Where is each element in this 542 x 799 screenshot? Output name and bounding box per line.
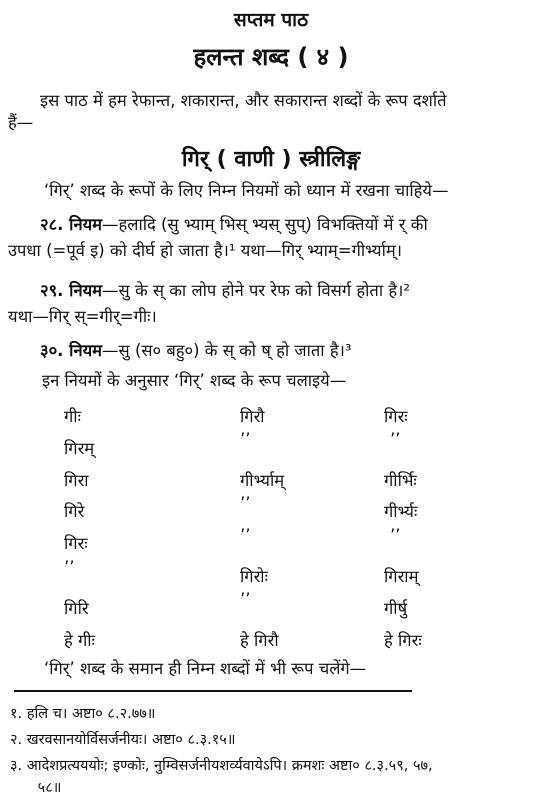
table-cell: ’’ <box>390 430 401 449</box>
table-cell: गिरोः <box>240 567 268 586</box>
table-cell: गिरम् <box>64 439 95 458</box>
rule-28-line-2: उपधा (=पूर्व इ) को दीर्घ हो जाता है।¹ यथा—गिर् भ्याम्=गीर्भ्याम्। <box>8 241 402 260</box>
table-cell: गिरौ <box>240 407 265 426</box>
footnote-continuation: ५८॥ <box>10 780 62 796</box>
table-cell: गिरे <box>64 502 85 521</box>
footnote-divider <box>14 690 412 692</box>
table-cell: ’’ <box>390 526 401 545</box>
rule-label: ३०. नियम <box>40 341 103 360</box>
closing-line: ‘गिर्’ शब्द के समान ही निम्न शब्दों में भी रूप चलेंगे— <box>44 659 367 678</box>
rule-text: —सु के स् का लोप होने पर रेफ को विसर्ग होता है।² <box>102 281 410 300</box>
rule-29-line-1 <box>40 280 410 302</box>
table-cell: गीर्भ्याम् <box>240 471 285 490</box>
table-cell: ’’ <box>64 558 75 577</box>
footnote: ३. आदेशप्रत्यययोः; इण्कोः, नुम्विसर्जनीयशर्व्यवायेऽपि। क्रमशः अष्टा० ८.३.५९, ५७, <box>10 758 433 774</box>
subheading: गिर् ( वाणी ) स्त्रीलिङ्ग <box>181 147 361 172</box>
footnote: १. हलि च। अष्टा० ८.२.७७॥ <box>10 706 156 722</box>
table-cell: गीः <box>64 407 81 426</box>
table-intro: इन नियमों के अनुसार ‘गिर्’ शब्द के रूप चलाइये— <box>42 371 347 390</box>
intro-line-1: इस पाठ में हम रेफान्त, शकारान्त, और सकारान्त शब्दों के रूप दर्शाते <box>40 91 447 110</box>
rule-29-line-2: यथा—गिर् स्=गीर्=गीः। <box>8 307 157 326</box>
table-cell: गिरः <box>64 534 88 553</box>
table-cell: ’’ <box>240 430 251 449</box>
lesson-heading: सप्तम पाठ <box>233 9 309 31</box>
table-cell: हे गिरौ <box>240 631 279 650</box>
rule-text: —सु (स० बहु०) के स् को ष् हो जाता है।³ <box>102 341 352 360</box>
table-cell: गीर्भिः <box>384 471 417 490</box>
table-cell: हे गिरः <box>384 631 422 650</box>
table-cell: गिराम् <box>384 567 419 586</box>
table-cell: ’’ <box>240 494 251 513</box>
chapter-title: हलन्त शब्द ( ४ ) <box>193 43 349 71</box>
table-cell: हे गीः <box>64 631 95 650</box>
rules-intro: ‘गिर्’ शब्द के रूपों के लिए निम्न नियमों को ध्यान में रखना चाहिये— <box>44 181 449 200</box>
table-cell: गिरि <box>64 599 89 618</box>
rule-label: २८. नियम <box>40 215 103 234</box>
table-cell: गीर्भ्यः <box>384 502 418 521</box>
rule-30-line-1 <box>40 340 351 362</box>
rule-text: —हलादि (सु भ्याम् भिस् भ्यस् सुप्) विभक्तियों में र् की <box>102 215 428 234</box>
table-cell: ’’ <box>240 526 251 545</box>
footnote: २. खरवसानयोर्विसर्जनीयः। अष्टा० ८.३.१५॥ <box>10 732 236 748</box>
rule-label: २९. नियम <box>40 281 103 300</box>
table-cell: गिरा <box>64 471 89 490</box>
table-cell: गीर्षु <box>384 599 408 618</box>
rule-28-line-1 <box>40 214 428 236</box>
table-cell: ’’ <box>240 590 251 609</box>
table-cell: गिरः <box>384 407 408 426</box>
intro-line-2: हैं— <box>8 113 34 132</box>
